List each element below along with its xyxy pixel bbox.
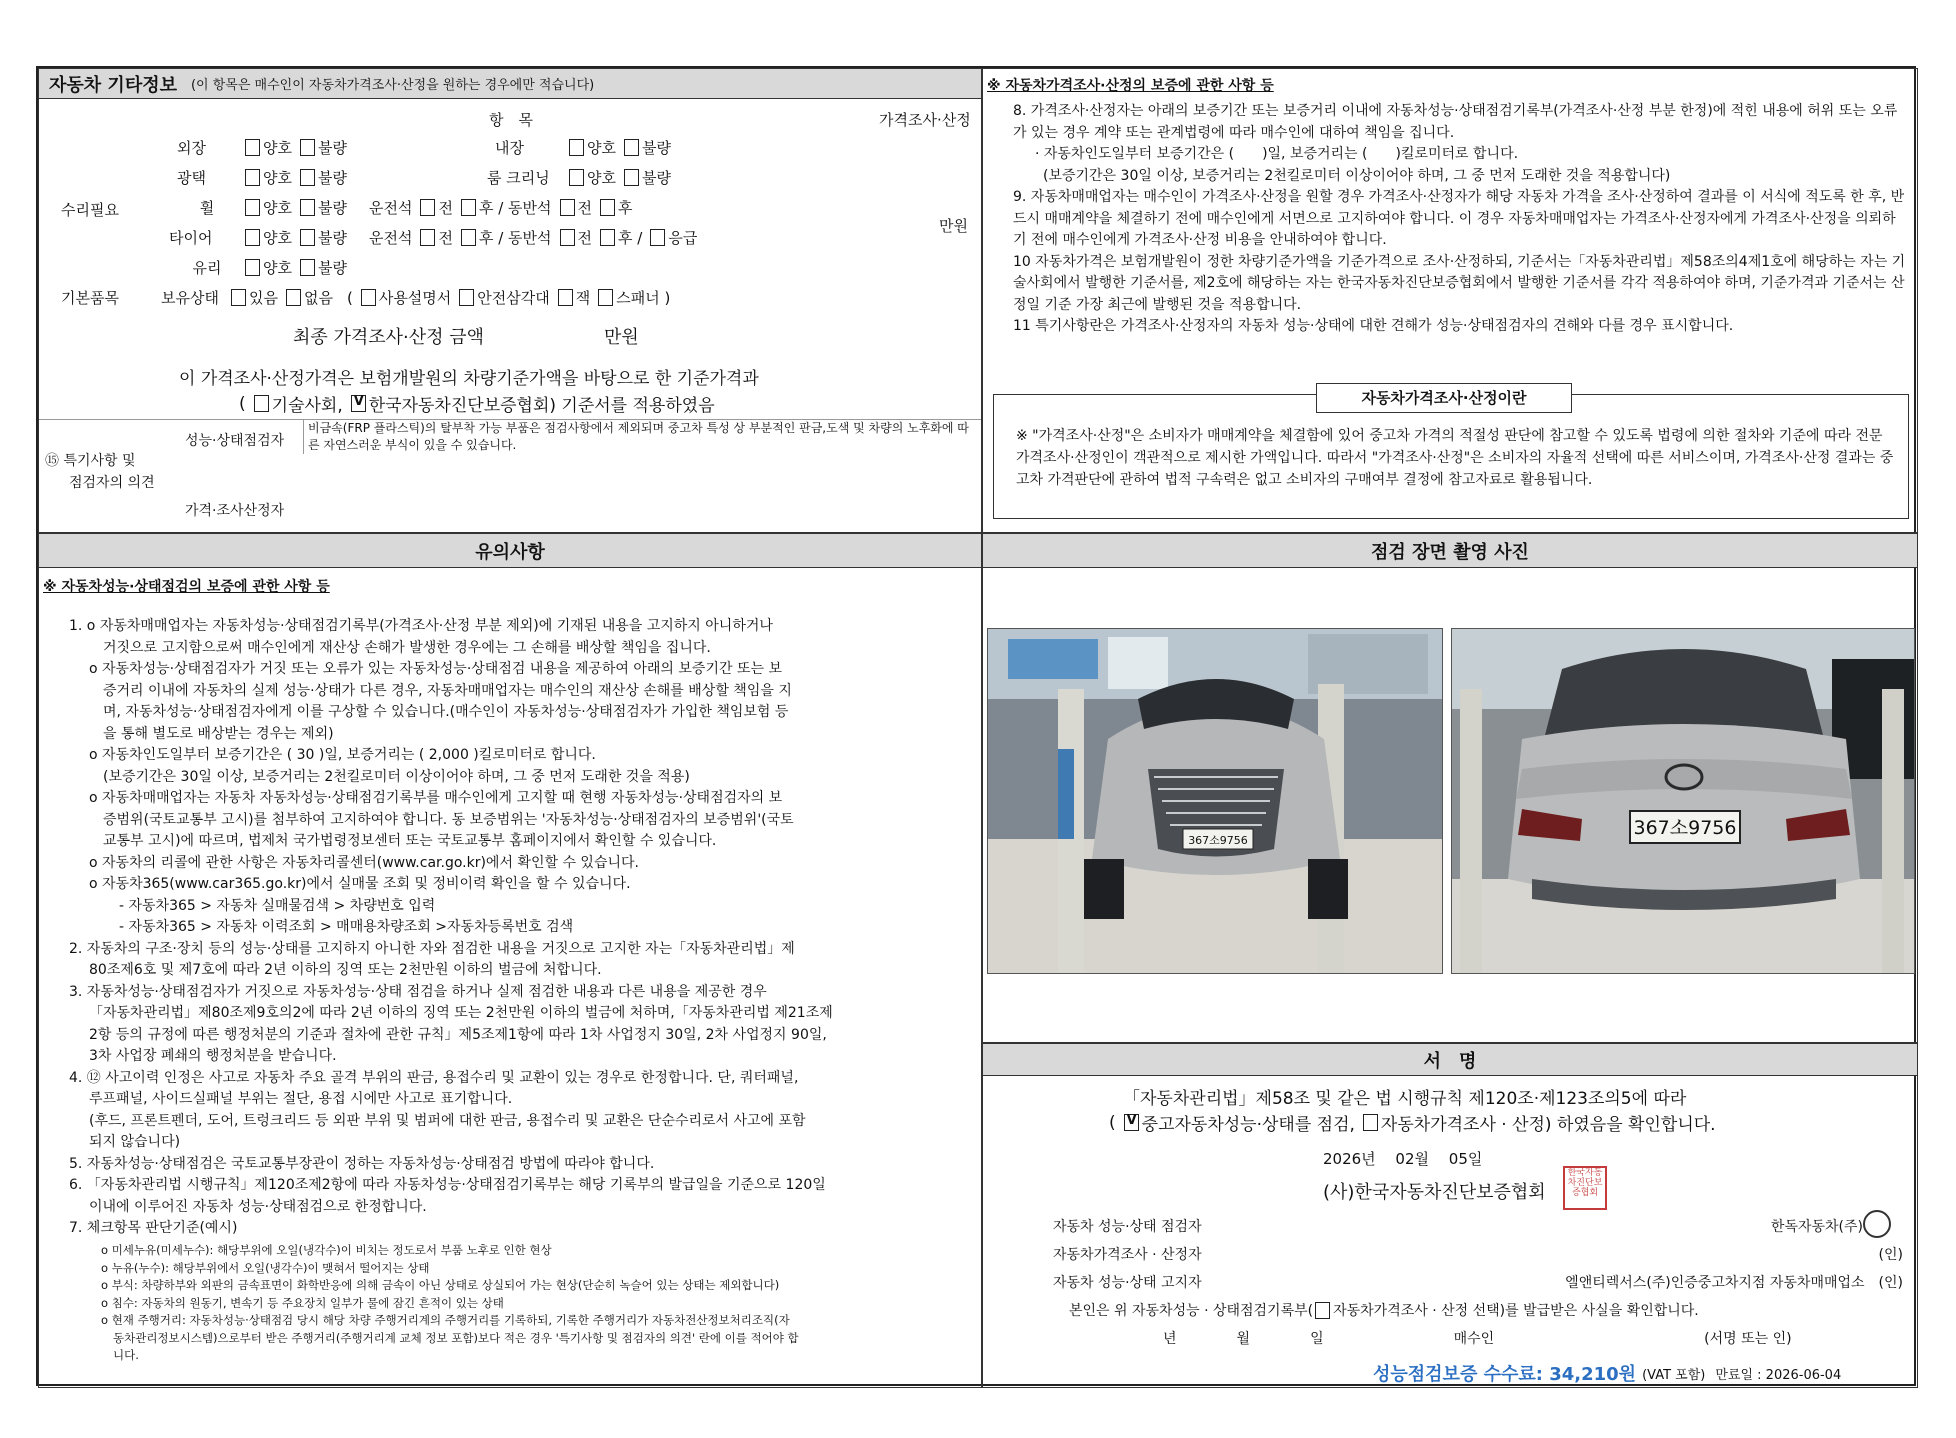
notes-panel [38, 533, 982, 1388]
signature-association: (사)한국자동차진단보증협회 [1323, 1182, 1546, 1203]
wheel-driver-rear-checkbox[interactable] [461, 199, 476, 216]
price-guarantee-title: ※ 자동차가격조사·산정의 보증에 관한 사항 등 [987, 78, 1274, 94]
receipt-price-checkbox[interactable] [1315, 1302, 1330, 1319]
jack-checkbox[interactable] [558, 289, 573, 306]
rear-car-image [1452, 629, 1915, 974]
signature-confirm-line: ( V 중고자동차성능·상태를 점검, 자동차가격조사 · 산정) 하였음을 확인합니다. [1109, 1110, 1716, 1135]
interior-bad-checkbox[interactable] [624, 139, 639, 156]
tire-pass-front-checkbox[interactable] [560, 229, 575, 246]
front-car-image [988, 629, 1443, 974]
role-row-notifier: 자동차 성능·상태 고지자 엘앤티렉서스(주)인증중고차지점 자동차매매업소 (인) [1053, 1275, 1903, 1291]
gloss-good-checkbox[interactable] [245, 169, 260, 186]
basis-tech-checkbox[interactable] [254, 395, 269, 412]
tire-emergency-checkbox[interactable] [650, 229, 665, 246]
photos-header: 점검 장면 촬영 사진 [983, 534, 1917, 568]
confirm-price-checkbox[interactable] [1363, 1114, 1378, 1131]
glass-bad-checkbox[interactable] [300, 259, 315, 276]
association-seal: 한국자동차진단보증협회 [1563, 1166, 1607, 1210]
interior-good-checkbox[interactable] [569, 139, 584, 156]
row-wheel: 휠 양호 불량 운전석 전 후 / 동반석 전 후 [199, 199, 633, 217]
tire-driver-rear-checkbox[interactable] [461, 229, 476, 246]
role-row-inspector: 자동차 성능·상태 점검자 한독자동차(주) [1053, 1219, 1863, 1235]
front-plate-text: 367소9756 [1188, 834, 1248, 847]
perf-inspector-label: 성능·상태점검자 [185, 433, 285, 449]
inspector-seal-icon [1863, 1210, 1891, 1238]
final-price-input[interactable] [484, 324, 604, 348]
row-basic-items: 기본품목 보유상태 있음 없음 ( 사용설명서 안전삼각대 잭 스패너 ) [61, 288, 671, 307]
wheel-bad-checkbox[interactable] [300, 199, 315, 216]
fee-line: 성능점검보증 수수료: 34,210원 (VAT 포함) 만료일 : 2026-06-04 [1373, 1360, 1841, 1386]
wheel-pass-rear-checkbox[interactable] [600, 199, 615, 216]
basis-line-1: 이 가격조사·산정가격은 보험개발원의 차량기준가액을 바탕으로 한 기준가격과 [179, 369, 759, 389]
row-gloss: 광택 양호 불량 룸 크리닝 양호 불량 [177, 169, 671, 187]
wheel-good-checkbox[interactable] [245, 199, 260, 216]
glass-good-checkbox[interactable] [245, 259, 260, 276]
basis-line-2: ( 기술사회, V 한국자동차진단보증협회) 기준서를 적용하였음 [239, 391, 715, 416]
photos-panel [982, 533, 1918, 1043]
signature-panel [982, 1043, 1918, 1388]
vehicle-other-info-panel [38, 68, 982, 533]
cleaning-good-checkbox[interactable] [569, 169, 584, 186]
notes-body: 1. ο 자동차매매업자는 자동차성능·상태점검기록부(가격조사·산정 부분 제외)에 기재된 내용을 고지하지 아니하거나 거짓으로 고지함으로써 매수인에게 재산상 손해가 발생한 경우에는 그 손해를 배상할 책임을 집니다. ο 자동차성능·상태점검자가 거짓 또는 오류가 있는 자동차성능·상태점검 내용을 제공하여 아래의 보증기간 또는 보 증거리 이내에 자동차의 실제 성능·상태가 다른 경우, 자동차매매업자는 매수인의 재산상 손해를 배상할 책임을 지 며, 자동차성능·상태점검자에게 이를 구상할 수 있습니다.(매수인이 자동차성능·상태점검자가 가입한 책임보험 등 을 통해 별도로 배상받는 경우는 제외) ο 자동차인도일부터 보증기간은 ( 30 )일, 보증거리는 ( 2,000 )킬로미터로 합니다. (보증기간은 30일 이상, 보증거리는 2천킬로미터 이상이어야 하며, 그 중 먼저 도래한 것을 적용) ο 자동차매매업자는 자동차 자동차성능·상태점검기록부를 매수인에게 고지할 때 현행 자동차성능·상태점검자의 보 증범위(국토교통부 고시)를 첨부하여 고지하여야 합니다. 동 보증범위는 '자동차성능·상태점검자의 보증범위'(국토 교통부 고시)에 따르며, 법제처 국가법령정보센터 또는 국토교통부 홈페이지에서 확인할 수 있습니다. ο 자동차의 리콜에 관한 사항은 자동차리콜센터(www.car.go.kr)에서 확인할 수 있습니다. ο 자동차365(www.car365.go.kr)에서 실매물 조회 및 정비이력 확인을 할 수 있습니다. - 자동차365 > 자동차 실매물검색 > 차량번호 입력 - 자동차365 > 자동차 이력조회 > 매매용차량조회 >자동차등록번호 검색 2. 자동차의 구조·장치 등의 성능·상태를 고지하지 아니한 자와 점검한 내용을 거짓으로 고지한 자는「자동차관리법」제 80조제6호 및 제7호에 따라 2년 이하의 징역 또는 2천만원 이하의 벌금에 처합니다. 3. 자동차성능·상태점검자가 거짓으로 자동차성능·상태 점검을 하거나 실제 점검한 내용과 다른 내용을 제공한 경우 「자동차관리법」제80조제9호의2에 따라 2년 이하의 징역 또는 2천만원 이하의 벌금에 처하며,「자동차관리법 제21조제 2항 등의 규정에 따른 행정처분의 기준과 절차에 관한 규칙」제5조제1항에 따라 1차 사업정지 30일, 2차 사업정지 90일, 3차 사업장 폐쇄의 행정처분을 받습니다. 4. ⑫ 사고이력 인정은 사고로 자동차 주요 골격 부위의 판금, 용접수리 및 교환이 있는 경우로 한정합니다. 단, 쿼터패널, 루프패널, 사이드실패널 부위는 절단, 용접 시에만 사고로 표기합니다. (후드, 프론트펜더, 도어, 트렁크리드 등 외판 부위 및 범퍼에 대한 판금, 용접수리 및 교환은 단순수리로서 사고에 포함 되지 않습니다) 5. 자동차성능·상태점검은 국토교통부장관이 정하는 자동차성능·상태점검 방법에 따라야 합니다. 6. 「자동차관리법 시행규칙」제120조제2항에 따라 자동차성능·상태점검기록부는 해당 기록부의 발급일을 기준으로 120일 이내에 이루어진 자동차 성능·상태점검으로 한정합니다. 7. 체크항목 판단기준(예시) [69, 618, 833, 1236]
tire-good-checkbox[interactable] [245, 229, 260, 246]
possession-have-checkbox[interactable] [231, 289, 246, 306]
repair-label: 수리필요 [61, 201, 119, 219]
row-glass: 유리 양호 불량 [192, 259, 347, 277]
gloss-bad-checkbox[interactable] [300, 169, 315, 186]
rear-car-photo [1451, 628, 1915, 974]
perf-inspector-opinion: 비금속(FRP 플라스틱)의 탈부착 가능 부품은 점검사항에서 제외되며 중고차 특성 상 부분적인 판금,도색 및 차량의 노후화에 따른 자연스러운 부식이 있을 수 있습니다. [303, 420, 975, 454]
buyer-sign-line: 년 월 일 매수인 (서명 또는 인) [1163, 1331, 1792, 1347]
row-exterior: 외장 양호 불량 내장 양호 불량 [177, 139, 671, 157]
exterior-bad-checkbox[interactable] [300, 139, 315, 156]
notes-header: 유의사항 [39, 534, 981, 568]
basis-kaa-checkbox[interactable] [351, 395, 366, 412]
signature-law-line: 「자동차관리법」제58조 및 같은 법 시행규칙 제120조·제123조의5에 따라 [1123, 1089, 1687, 1109]
column-header-price: 가격조사·산정 [879, 111, 971, 129]
section-title: 자동차 기타정보 [49, 74, 177, 96]
notes-small-body: ο 미세누유(미세누수): 해당부위에 오일(냉각수)이 비치는 정도로서 부품 노후로 인한 현상 ο 누유(누수): 해당부위에서 오일(냉각수)이 맺혀서 떨어지는 상태 ο 부식: 차량하부와 외판의 금속표면이 화학반응에 의해 금속이 아닌 상태로 상실되어 가는 현상(단순히 녹슬어 있는 상태는 제외합니다) ο 침수: 자동차의 원동기, 변속기 등 주요장치 일부가 물에 잠긴 흔적이 있는 상태 ο 현재 주행거리: 자동차성능·상태점검 당시 해당 차량 주행거리계의 주행거리를 기록하되, 기록한 주행거리가 자동차전산정보처리조직(자 동차관리정보시스템)으로부터 받은 주행거리(주행거리계 교체 정보 포함)보다 적은 경우 '특기사항 및 점검자의 의견' 란에 이를 적어야 합 니다. [101, 1243, 799, 1362]
rear-plate-text: 367소9756 [1633, 817, 1737, 839]
front-car-photo [987, 628, 1443, 974]
wheel-pass-front-checkbox[interactable] [560, 199, 575, 216]
vehicle-other-info-header [39, 69, 981, 99]
exterior-good-checkbox[interactable] [245, 139, 260, 156]
tire-driver-front-checkbox[interactable] [420, 229, 435, 246]
signature-date: 2026년 02월 05일 [1323, 1150, 1483, 1168]
cleaning-bad-checkbox[interactable] [624, 169, 639, 186]
price-unit: 만원 [939, 217, 968, 235]
special-label: ⑮ 특기사항 및 점검자의 의견 [45, 453, 155, 491]
receipt-line: 본인은 위 자동차성능 · 상태점검기록부( 자동차가격조사 · 산정 선택)를 발급받은 사실을 확인합니다. [1069, 1303, 1699, 1319]
price-guarantee-items: 8. 가격조사·산정자는 아래의 보증기간 또는 보증거리 이내에 자동차성능·상태점검기록부(가격조사·산정 부분 한정)에 적힌 내용에 허위 또는 오류가 있는 경우 계약 또는 관계법령에 따라 매수인에 대하여 책임을 집니다. · 자동차인도일부터 보증기간은 ( )일, 보증거리는 ( )킬로미터로 합니다. (보증기간은 30일 이상, 보증거리는 2천킬로미터 이상이어야 하며, 그 중 먼저 도래한 것을 적용합니다) 9. 자동차매매업자는 매수인이 가격조사·산정을 원할 경우 가격조사·산정자가 해당 자동차 가격을 조사·산정하여 결과를 이 서식에 적도록 한 후, 반드시 매매계약을 체결하기 전에 매수인에게 서면으로 고지하여야 합니다. 이 경우 자동차매매업자는 가격조사·산정자에게 가격조사·산정을 의뢰하기 전에 매수인에게 가격조사·산정 비용을 안내하여야 합니다. 10 자동차가격은 보험개발원이 정한 차량기준가액을 기준가격으로 조사·산정하되, 기준서는「자동차관리법」제58조의4제1호에 해당하는 자는 기술사회에서 발행한 기준서를, 제2호에 해당하는 자는 한국자동차진단보증협회에서 발행한 기준서를 각각 적용하여야 하며, 기준가격과 기준서는 산정일 기준 가장 최근에 발행된 것을 적용합니다. 11 특기사항란은 가격조사·산정자의 자동차 성능·상태에 대한 견해가 성능·상태점검자의 견해와 다를 경우 표시합니다. [1013, 103, 1906, 334]
price-definition-box [993, 389, 1909, 519]
final-price-row: 최종 가격조사·산정 금액 만원 [293, 323, 639, 349]
fee-amount: 성능점검보증 수수료: 34,210원 [1373, 1364, 1637, 1385]
column-header-item: 항 목 [489, 111, 533, 129]
row-tire: 타이어 양호 불량 운전석 전 후 / 동반석 전 후 / 응급 [169, 229, 698, 247]
signature-header: 서 명 [983, 1044, 1917, 1076]
section-note: (이 항목은 매수인이 자동차가격조사·산정을 원하는 경우에만 적습니다) [190, 78, 595, 93]
spanner-checkbox[interactable] [598, 289, 613, 306]
inspection-record-sheet [36, 66, 1916, 1386]
special-notes-area [39, 419, 982, 533]
notes-subtitle: ※ 자동차성능·상태점검의 보증에 관한 사항 등 [43, 579, 330, 595]
triangle-checkbox[interactable] [459, 289, 474, 306]
manual-checkbox[interactable] [361, 289, 376, 306]
tire-bad-checkbox[interactable] [300, 229, 315, 246]
possession-none-checkbox[interactable] [286, 289, 301, 306]
price-guarantee-panel [982, 68, 1918, 533]
wheel-driver-front-checkbox[interactable] [420, 199, 435, 216]
price-definition-title: 자동차가격조사·산정이란 [1316, 383, 1572, 413]
price-definition-text: ※ "가격조사·산정"은 소비자가 매매계약을 체결함에 있어 중고차 가격의 적절성 판단에 참고할 수 있도록 법령에 의한 절차와 기준에 따라 전문 가격조사·산정인이 객관적으로 제시한 가액입니다. 따라서 "가격조사·산정"은 소비자의 자율적 선택에 따른 서비스이며, 가격조사·산정 결과는 중고차 가격판단에 관하여 법적 구속력은 없고 소비자의 구매여부 결정에 참고자료로 활용됩니다. [1016, 428, 1894, 488]
role-row-price: 자동차가격조사 · 산정자 (인) [1053, 1247, 1903, 1263]
tire-pass-rear-checkbox[interactable] [600, 229, 615, 246]
confirm-used-checkbox[interactable] [1124, 1114, 1139, 1131]
price-inspector-label: 가격·조사산정자 [185, 503, 285, 519]
